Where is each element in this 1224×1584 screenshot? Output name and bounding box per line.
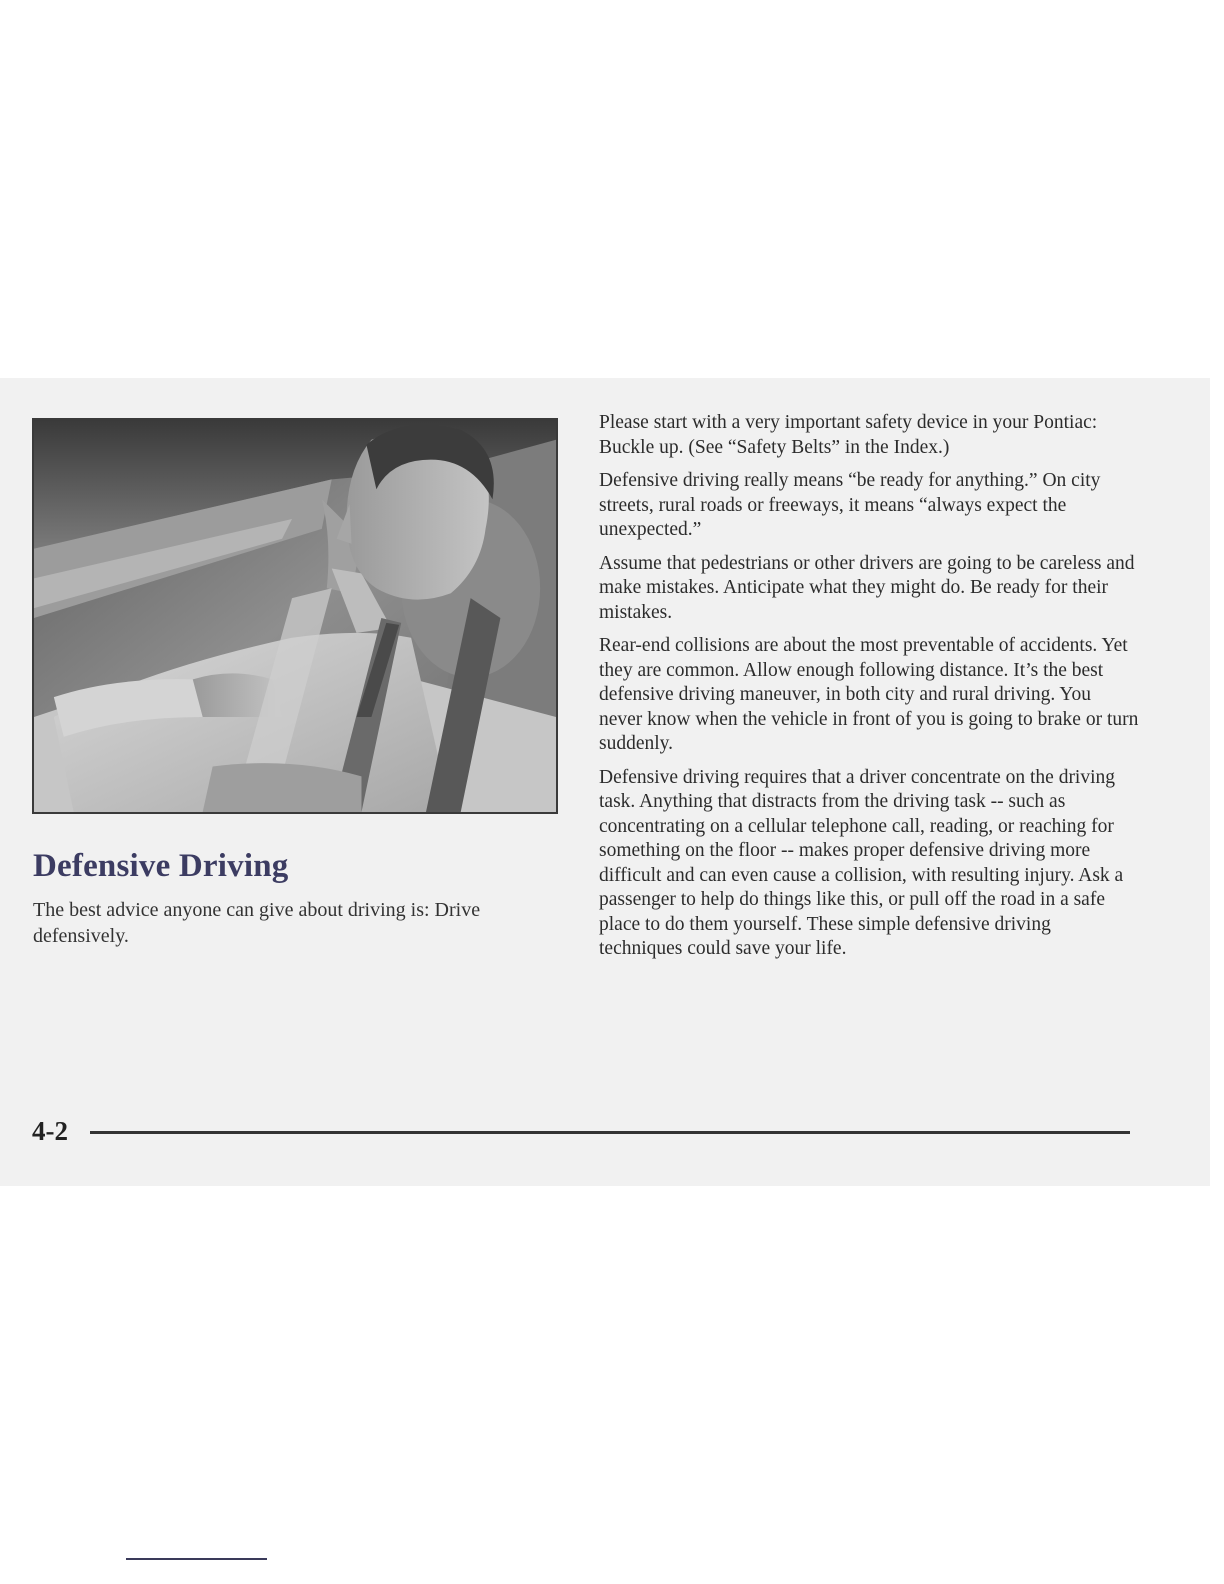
paragraph-rear-end-collisions: Rear-end collisions are about the most preventable of accidents. Yet they are common. Allow enough following distance. It’s the best defensive driving maneuver, in both city and rural driving. You never know when the vehicle in front of you is going to brake or turn suddenly. [599, 635, 1139, 754]
driver-wearing-seatbelt-image [34, 420, 556, 812]
paragraph-be-ready: Defensive driving really means “be ready for anything.” On city streets, rural roads or freeways, it means “always expect the unexpected.” [599, 470, 1101, 540]
section-heading: Defensive Driving [33, 848, 289, 884]
page-number: 4-2 [32, 1116, 68, 1146]
paragraph-anticipate: Assume that pedestrians or other drivers are going to be careless and make mistakes. Anticipate what they might do. Be ready for their mistakes. [599, 552, 1135, 623]
bottom-divider [126, 1558, 267, 1560]
paragraph-concentrate: Defensive driving requires that a driver concentrate on the driving task. Anything that distracts from the driving task -- such as concentrating on a cellular telephone call, reading, or reaching for something on the floor -- makes proper defensive driving more difficult and can even cause a collision, with resulting injury. Ask a passenger to help do things like this, or pull off the road in a safe place to do them yourself. These simple defensive driving techniques could save your life. [599, 766, 1124, 959]
driver-illustration [32, 418, 558, 814]
paragraph-buckle-up: Please start with a very important safety device in your Pontiac: Buckle up. (See “Safety Belts” in the Index.) [599, 412, 1098, 458]
intro-paragraph: The best advice anyone can give about driving is: Drive defensively. [33, 899, 481, 947]
footer-rule [90, 1131, 1130, 1134]
body-text-column [599, 411, 1139, 971]
